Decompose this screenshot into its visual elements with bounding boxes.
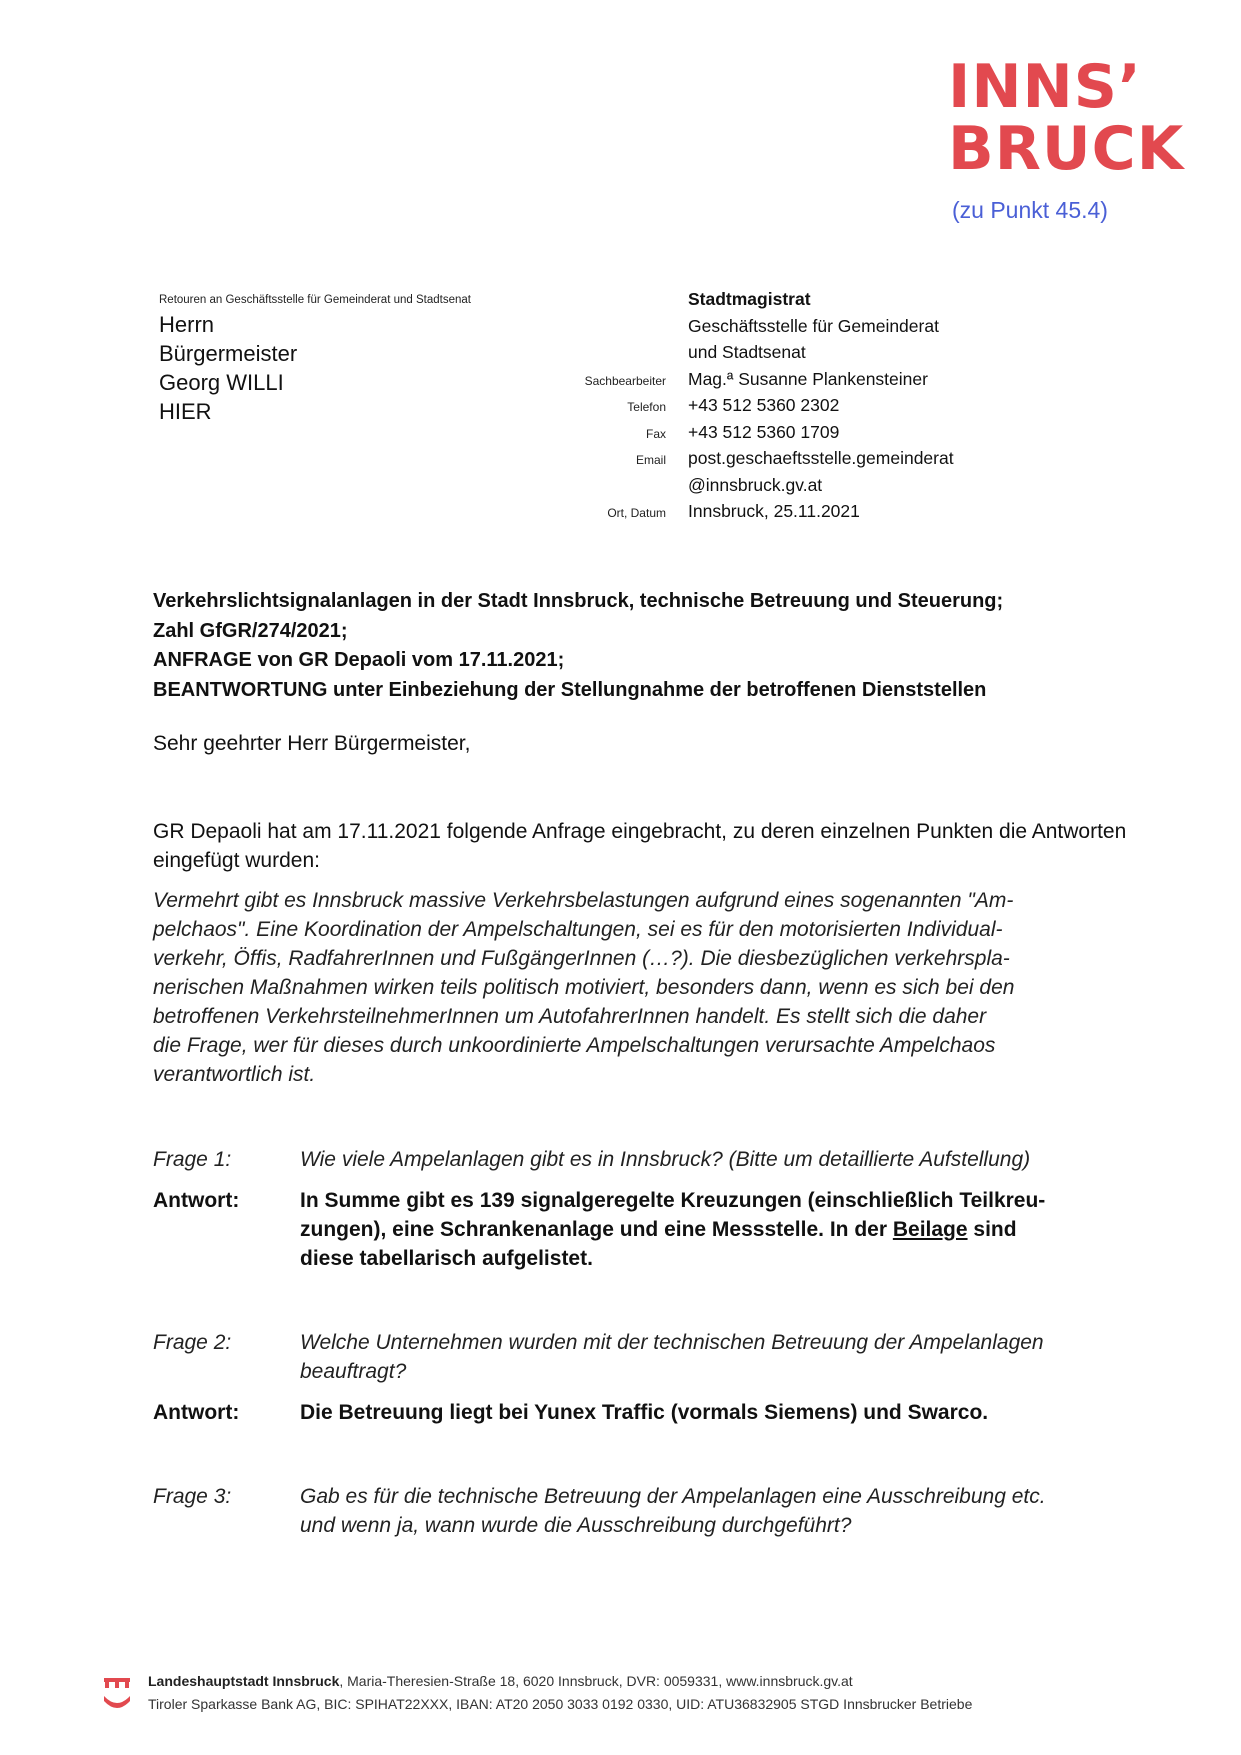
clerk-label: Sachbearbeiter: [584, 373, 666, 388]
question-line: Gab es für die technische Betreuung der Ampelanlagen eine Ausschreibung etc.: [300, 1485, 1046, 1508]
subject-line: BEANTWORTUNG unter Einbeziehung der Stellungnahme der betroffenen Dienststellen: [153, 678, 987, 701]
quote-line: pelchaos". Eine Koordination der Ampelschaltungen, sei es für den motorisierten Individual-: [153, 918, 1003, 941]
answer-label: Antwort:: [153, 1401, 240, 1424]
recipient-address: [159, 310, 297, 426]
question-label: Frage 3:: [153, 1485, 232, 1508]
footer-line-2: Tiroler Sparkasse Bank AG, BIC: SPIHAT22XXX, IBAN: AT20 2050 3033 0192 0330, UID: ATU36832905 STGD Innsbrucker Betriebe: [148, 1696, 973, 1712]
agenda-reference: (zu Punkt 45.4): [952, 197, 1108, 223]
footer-line-1: [148, 1670, 972, 1693]
innsbruck-logo: [948, 52, 1193, 184]
quote-line: Vermehrt gibt es Innsbruck massive Verkehrsbelastungen aufgrund eines sogenannten "Am-: [153, 889, 1014, 912]
subject-line: Verkehrslichtsignalanlagen in der Stadt Innsbruck, technische Betreuung und Steuerung;: [153, 590, 1004, 612]
salutation: Sehr geehrter Herr Bürgermeister,: [153, 732, 471, 755]
phone-number: +43 512 5360 2302: [688, 395, 840, 415]
answer-text: Die Betreuung liegt bei Yunex Traffic (vormals Siemens) und Swarco.: [300, 1401, 989, 1424]
answer-line-part: zungen), eine Schrankenanlage und eine Messstelle. In der: [300, 1218, 887, 1241]
answer-text: [300, 1186, 1133, 1273]
quote-line: verkehr, Öffis, RadfahrerInnen und FußgängerInnen (…?). Die diesbezüglichen verkehrspla-: [153, 947, 1010, 970]
footer-text: [148, 1670, 972, 1716]
recipient-line: Georg WILLI: [159, 370, 284, 395]
footer-address: , Maria-Theresien-Straße 18, 6020 Innsbruck, DVR: 0059331, www.innsbruck.gv.at: [339, 1673, 853, 1689]
email-label: Email: [635, 453, 666, 467]
question-label: Frage 2:: [153, 1331, 232, 1354]
footer-org-name: Landeshauptstadt Innsbruck: [148, 1673, 340, 1689]
question-text: Wie viele Ampelanlagen gibt es in Innsbruck? (Bitte um detaillierte Aufstellung): [300, 1148, 1031, 1171]
subject-line: ANFRAGE von GR Depaoli vom 17.11.2021;: [153, 649, 565, 671]
place-date-label: Ort, Datum: [607, 506, 666, 520]
subject-line: Zahl GfGR/274/2021;: [153, 619, 348, 642]
question-line: und wenn ja, wann wurde die Ausschreibung durchgeführt?: [300, 1514, 852, 1537]
clerk-name: Mag.ª Susanne Plankensteiner: [688, 368, 928, 389]
intro-paragraph: GR Depaoli hat am 17.11.2021 folgende Anfrage eingebracht, zu deren einzelnen Punkten die Antworten eingefügt wurden:: [153, 820, 1127, 872]
answer-line: In Summe gibt es 139 signalgeregelte Kreuzungen (einschließlich Teilkreu-: [300, 1189, 1046, 1212]
question-block-3: [153, 1482, 1133, 1540]
answer-line: diese tabellarisch aufgelistet.: [300, 1247, 593, 1270]
phone-label: Telefon: [627, 400, 666, 414]
quote-line: verantwortlich ist.: [153, 1063, 316, 1086]
quote-line: betroffenen VerkehrsteilnehmerInnen um AutofahrerInnen handelt. Es stellt sich die daher: [153, 1005, 987, 1028]
recipient-line: HIER: [159, 399, 212, 424]
email-address: post.geschaeftsstelle.gemeinderat: [688, 448, 954, 468]
place-date: Innsbruck, 25.11.2021: [688, 501, 860, 521]
beilage-link[interactable]: Beilage: [892, 1218, 968, 1241]
sender-info: [520, 286, 954, 525]
sender-dept: Geschäftsstelle für Gemeinderat: [688, 315, 939, 336]
question-text: [300, 1328, 1133, 1386]
logo-line-1: INNS’: [948, 52, 1142, 122]
question-text: [300, 1482, 1133, 1540]
fax-number: +43 512 5360 1709: [688, 421, 840, 442]
question-block-2: [153, 1328, 1133, 1427]
inquiry-quote: [153, 886, 1137, 1089]
recipient-line: Herrn: [159, 312, 215, 337]
innsbruck-bridge-crest-icon: [104, 1672, 130, 1714]
sender-dept: und Stadtsenat: [688, 342, 806, 362]
answer-line: [300, 1215, 1133, 1244]
return-address-line: Retouren an Geschäftsstelle für Gemeinderat und Stadtsenat: [159, 294, 471, 306]
email-address-domain: @innsbruck.gv.at: [688, 474, 823, 495]
quote-line: nerischen Maßnahmen wirken teils politisch motiviert, besonders dann, wenn es sich bei den: [153, 976, 1015, 999]
question-line: Welche Unternehmen wurden mit der technischen Betreuung der Ampelanlagen: [300, 1331, 1044, 1354]
sender-org: Stadtmagistrat: [688, 289, 811, 309]
subject: [153, 587, 1143, 705]
question-block-1: [153, 1145, 1133, 1273]
logo-line-2: BRUCK: [948, 114, 1185, 184]
recipient-line: Bürgermeister: [159, 341, 298, 366]
answer-label: Antwort:: [153, 1189, 240, 1212]
quote-line: die Frage, wer für dieses durch unkoordinierte Ampelschaltungen verursachte Ampelchaos: [153, 1034, 996, 1057]
question-line: beauftragt?: [300, 1360, 407, 1383]
question-label: Frage 1:: [153, 1148, 232, 1171]
answer-line-part: sind: [973, 1218, 1017, 1241]
fax-label: Fax: [645, 426, 666, 441]
